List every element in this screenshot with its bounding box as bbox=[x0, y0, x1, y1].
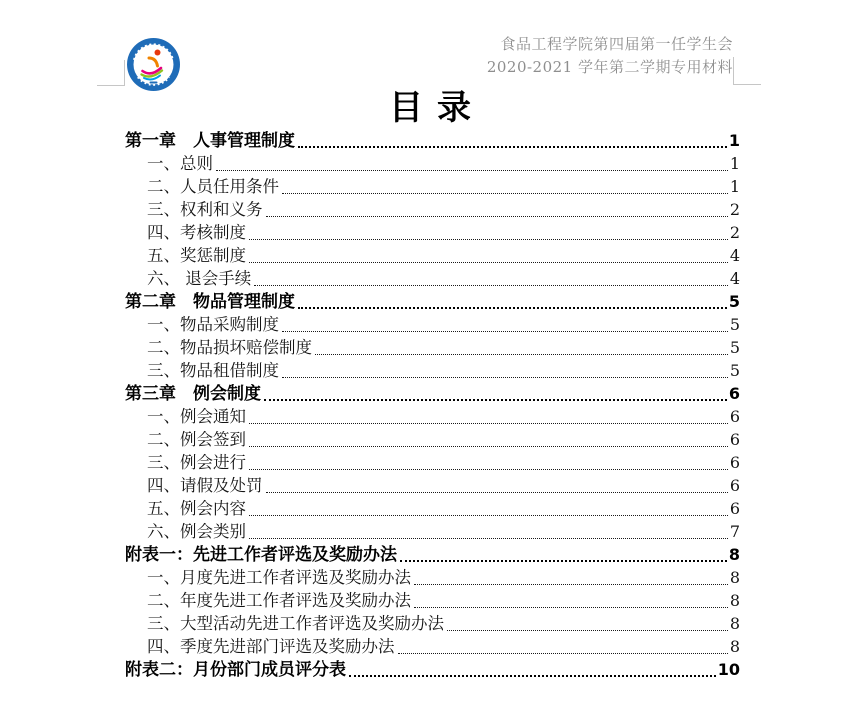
toc-page-number: 5 bbox=[728, 292, 740, 311]
toc-sub-entry[interactable] bbox=[125, 359, 740, 382]
toc-chapter-entry[interactable] bbox=[125, 543, 740, 566]
toc-list bbox=[125, 129, 740, 681]
dot-leader bbox=[398, 653, 728, 654]
toc-sub-entry[interactable] bbox=[125, 635, 740, 658]
dot-leader bbox=[447, 630, 728, 631]
dot-leader bbox=[282, 331, 728, 332]
toc-entry-label: 四、请假及处罚 bbox=[147, 476, 263, 495]
toc-sub-entry[interactable] bbox=[125, 267, 740, 290]
toc-entry-label: 一、物品采购制度 bbox=[147, 315, 279, 334]
toc-entry-label: 五、例会内容 bbox=[147, 499, 246, 518]
dot-leader bbox=[249, 515, 728, 516]
toc-page-number: 8 bbox=[729, 637, 740, 656]
toc-sub-entry[interactable] bbox=[125, 497, 740, 520]
dot-leader bbox=[282, 377, 728, 378]
page-title: 目录 bbox=[389, 88, 485, 128]
toc-entry-label: 六、例会类别 bbox=[147, 522, 246, 541]
dot-leader bbox=[249, 538, 728, 539]
toc-entry-label: 二、年度先进工作者评选及奖励办法 bbox=[147, 591, 411, 610]
toc-entry-label: 一、总则 bbox=[147, 154, 213, 173]
toc-sub-entry[interactable] bbox=[125, 428, 740, 451]
dot-leader bbox=[266, 492, 728, 493]
toc-chapter-entry[interactable] bbox=[125, 129, 740, 152]
toc-page-number: 6 bbox=[729, 407, 740, 426]
toc-sub-entry[interactable] bbox=[125, 152, 740, 175]
toc-page-number: 8 bbox=[729, 568, 740, 587]
toc-entry-label: 三、例会进行 bbox=[147, 453, 246, 472]
toc-entry-label: 附表一：先进工作者评选及奖励办法 bbox=[125, 545, 397, 565]
toc-entry-label: 一、月度先进工作者评选及奖励办法 bbox=[147, 568, 411, 587]
toc-page-number: 4 bbox=[729, 269, 740, 288]
dot-leader bbox=[282, 193, 728, 194]
dot-leader bbox=[298, 146, 727, 148]
toc-page-number: 2 bbox=[729, 223, 740, 242]
toc-page-number: 1 bbox=[728, 131, 740, 150]
toc-page-number: 6 bbox=[729, 499, 740, 518]
toc-sub-entry[interactable] bbox=[125, 221, 740, 244]
toc-entry-label: 一、例会通知 bbox=[147, 407, 246, 426]
toc-page-number: 8 bbox=[729, 614, 740, 633]
toc-page-number: 1 bbox=[729, 154, 740, 173]
dot-leader bbox=[315, 354, 728, 355]
header-line-2: 2020-2021 学年第二学期专用材料 bbox=[486, 57, 733, 76]
dot-leader bbox=[249, 239, 728, 240]
toc-page-number: 4 bbox=[729, 246, 740, 265]
toc-sub-entry[interactable] bbox=[125, 474, 740, 497]
toc-page-number: 8 bbox=[728, 545, 740, 564]
toc-entry-label: 三、权利和义务 bbox=[147, 200, 263, 219]
toc-page-number: 8 bbox=[729, 591, 740, 610]
toc-sub-entry[interactable] bbox=[125, 612, 740, 635]
dot-leader bbox=[249, 423, 728, 424]
dot-leader bbox=[264, 399, 727, 401]
toc-entry-label: 第三章 例会制度 bbox=[125, 384, 261, 404]
dot-leader bbox=[349, 675, 716, 677]
toc-page-number: 6 bbox=[729, 476, 740, 495]
dot-leader bbox=[216, 170, 728, 171]
toc-sub-entry[interactable] bbox=[125, 175, 740, 198]
toc-entry-label: 第二章 物品管理制度 bbox=[125, 292, 295, 312]
toc-sub-entry[interactable] bbox=[125, 589, 740, 612]
toc-page-number: 5 bbox=[729, 338, 740, 357]
toc-chapter-entry[interactable] bbox=[125, 658, 740, 681]
toc-entry-label: 二、例会签到 bbox=[147, 430, 246, 449]
toc-page-number: 6 bbox=[729, 453, 740, 472]
page-header-text bbox=[487, 33, 733, 78]
toc-page-number: 6 bbox=[728, 384, 740, 403]
toc-page-number: 10 bbox=[717, 660, 740, 679]
dot-leader bbox=[414, 607, 728, 608]
toc-sub-entry[interactable] bbox=[125, 405, 740, 428]
toc-entry-label: 四、季度先进部门评选及奖励办法 bbox=[147, 637, 395, 656]
toc-entry-label: 二、人员任用条件 bbox=[147, 177, 279, 196]
toc-entry-label: 二、物品损坏赔偿制度 bbox=[147, 338, 312, 357]
toc-page-number: 5 bbox=[729, 361, 740, 380]
toc-sub-entry[interactable] bbox=[125, 244, 740, 267]
toc-entry-label: 四、考核制度 bbox=[147, 223, 246, 242]
toc-page-number: 7 bbox=[729, 522, 740, 541]
toc-entry-label: 附表二：月份部门成员评分表 bbox=[125, 660, 346, 680]
dot-leader bbox=[249, 262, 728, 263]
toc-page-number: 2 bbox=[729, 200, 740, 219]
dot-leader bbox=[400, 560, 727, 562]
dot-leader bbox=[414, 584, 728, 585]
dot-leader bbox=[266, 216, 728, 217]
header-line-1: 食品工程学院第四届第一任学生会 bbox=[500, 35, 733, 53]
toc-entry-label: 第一章 人事管理制度 bbox=[125, 131, 295, 151]
toc-page-number: 5 bbox=[729, 315, 740, 334]
toc-entry-label: 三、物品租借制度 bbox=[147, 361, 279, 380]
dot-leader bbox=[254, 285, 728, 286]
toc-page-number: 6 bbox=[729, 430, 740, 449]
toc-sub-entry[interactable] bbox=[125, 566, 740, 589]
toc-sub-entry[interactable] bbox=[125, 451, 740, 474]
toc-entry-label: 六、 退会手续 bbox=[147, 269, 252, 288]
dot-leader bbox=[298, 307, 727, 309]
toc-page-number: 1 bbox=[729, 177, 740, 196]
toc-chapter-entry[interactable] bbox=[125, 382, 740, 405]
dot-leader bbox=[249, 469, 728, 470]
toc-sub-entry[interactable] bbox=[125, 313, 740, 336]
toc-entry-label: 五、奖惩制度 bbox=[147, 246, 246, 265]
toc-chapter-entry[interactable] bbox=[125, 290, 740, 313]
toc-entry-label: 三、大型活动先进工作者评选及奖励办法 bbox=[147, 614, 444, 633]
dot-leader bbox=[249, 446, 728, 447]
toc-sub-entry[interactable] bbox=[125, 336, 740, 359]
toc-sub-entry[interactable] bbox=[125, 198, 740, 221]
toc-sub-entry[interactable] bbox=[125, 520, 740, 543]
